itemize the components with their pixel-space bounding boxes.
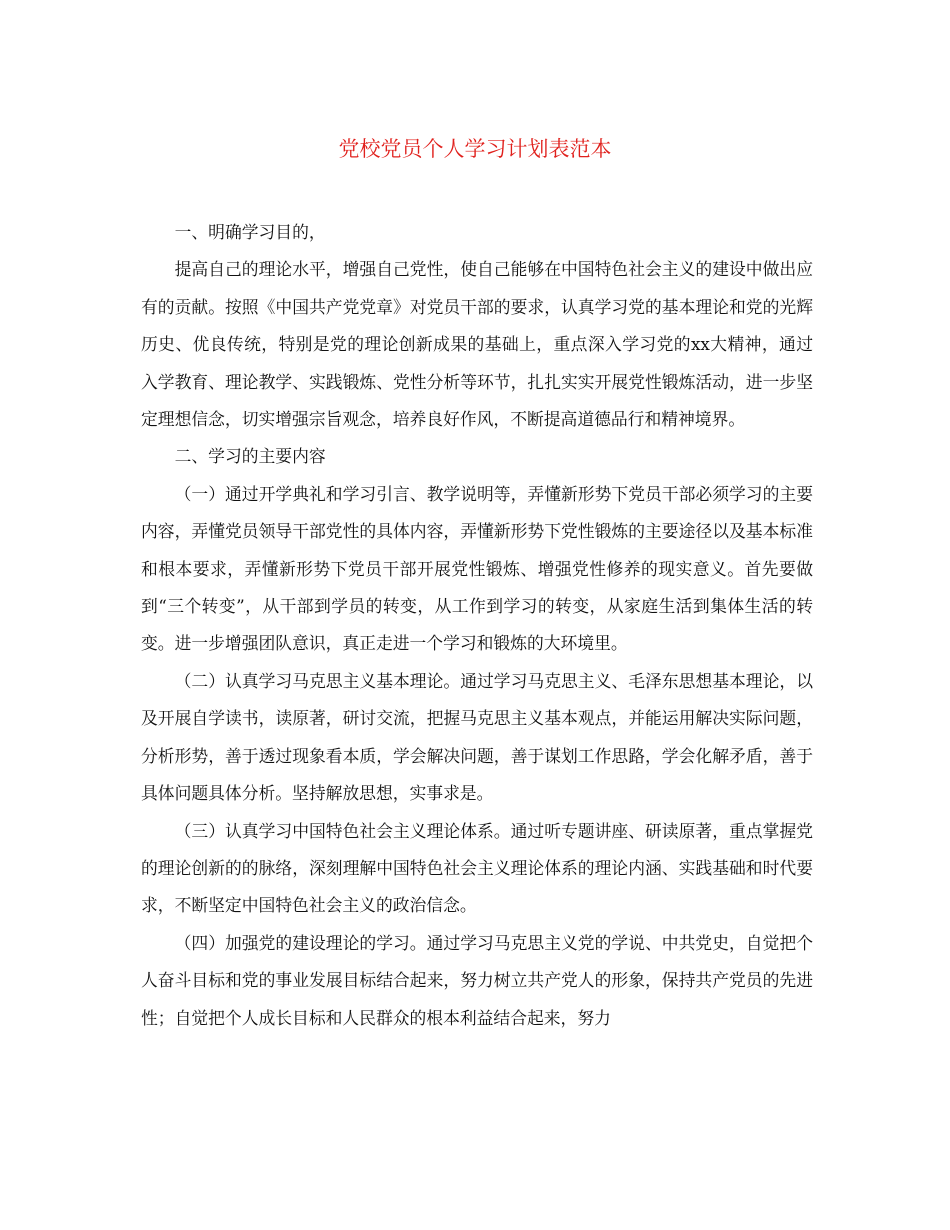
section-heading-1: 一、明确学习目的， (174, 222, 326, 242)
document-body (141, 214, 813, 1037)
body-paragraph: 提高自己的理论水平，增强自己党性，使自己能够在中国特色社会主义的建设中做出应有的贡献。按照《中国共产党党章》对党员干部的要求，认真学习党的基本理论和党的光辉历史、优良传统，特别是党的理论创新成果的基础上，重点深入学习党的xx大精神，通过入学教育、理论教学、实践锻炼、党性分析等环节，扎扎实实开展党性锻炼活动，进一步坚定理想信念，切实增强宗旨观念，培养良好作风，不断提高道德品行和精神境界。 (141, 259, 813, 430)
body-paragraph: （四）加强党的建设理论的学习。通过学习马克思主义党的学说、中共党史，自觉把个人奋斗目标和党的事业发展目标结合起来，努力树立共产党人的形象，保持共产党员的先进性；自觉把个人成长目标和人民群众的根本利益结合起来，努力 (141, 932, 813, 1028)
body-paragraph: （一）通过开学典礼和学习引言、教学说明等，弄懂新形势下党员干部必须学习的主要内容，弄懂党员领导干部党性的具体内容，弄懂新形势下党性锻炼的主要途径以及基本标准和根本要求，弄懂新形势下党员干部开展党性锻炼、增强党性修养的现实意义。首先要做到“三个转变”，从干部到学员的转变，从工作到学习的转变，从家庭生活到集体生活的转变。进一步增强团队意识，真正走进一个学习和锻炼的大环境里。 (141, 483, 813, 654)
body-paragraph: （二）认真学习马克思主义基本理论。通过学习马克思主义、毛泽东思想基本理论，以及开展自学读书，读原著，研讨交流，把握马克思主义基本观点，并能运用解决实际问题，分析形势，善于透过现象看本质，学会解决问题，善于谋划工作思路，学会化解矛盾，善于具体问题具体分析。坚持解放思想，实事求是。 (141, 670, 813, 804)
body-paragraph: （三）认真学习中国特色社会主义理论体系。通过听专题讲座、研读原著，重点掌握党的理论创新的的脉络，深刻理解中国特色社会主义理论体系的理论内涵、实践基础和时代要求，不断坚定中国特色社会主义的政治信念。 (141, 820, 813, 916)
document-title: 党校党员个人学习计划表范本 (338, 137, 612, 161)
section-heading-2: 二、学习的主要内容 (174, 446, 326, 467)
